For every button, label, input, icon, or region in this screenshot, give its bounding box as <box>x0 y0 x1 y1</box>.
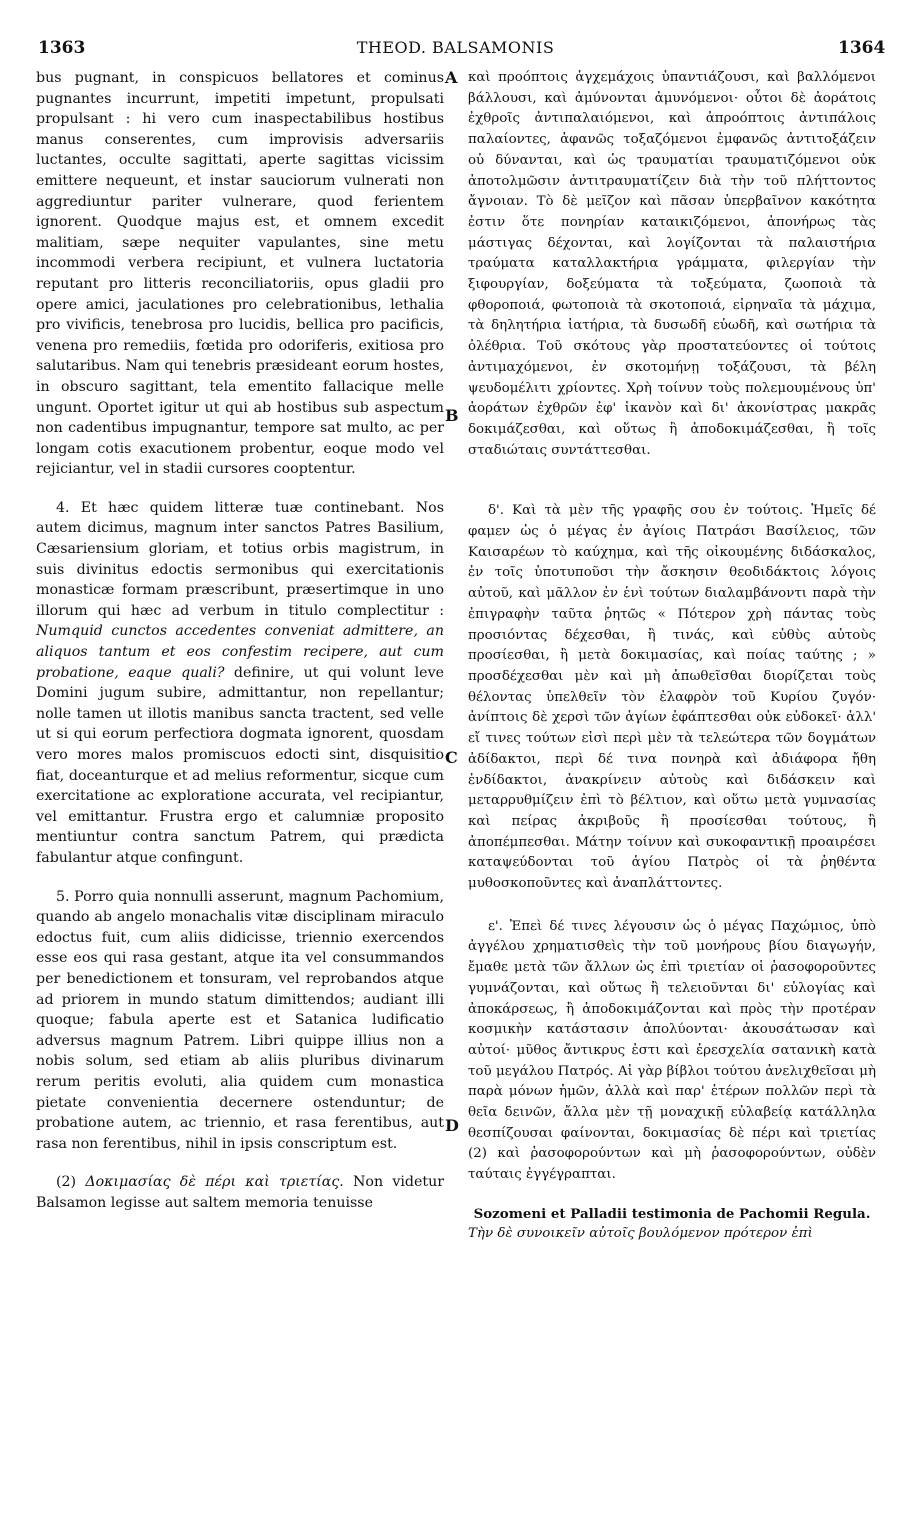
latin-paragraph-4-title: Numquid cunctos accedentes conveniat admittere, an aliquos tantum et eos confestim recipere, aut cum probatione, eaque quali? <box>36 623 444 681</box>
margin-marker-a: A <box>445 68 458 87</box>
latin-footnote-text: Non videtur Balsamon legisse aut saltem memoria tenuisse <box>36 1174 445 1211</box>
margin-marker-b: B <box>445 406 459 425</box>
page-number-left: 1363 <box>38 38 86 58</box>
greek-paragraph-1: καὶ προόπτοις ἀγχεμάχοις ὑπαντιάζουσι, καὶ βαλλόμενοι βάλλουσι, καὶ ἀμύνονται ἀμυνόμενοι· οὗτοι δὲ ἀοράτοις ἐχθροῖς ἀντιπαλαιόμενοι, καὶ ἀπροόπτοις ἀντιπάλοις παλαίοντες, ἀφανῶς τοξαζόμενοι ἐμφανῶς ἀντιτοξάζειν οὐ δύνανται, καὶ ὡς τραυματίαι τραυματιζόμενοι οὐκ ἀποτολμῶσιν ἀντιτραυματίζειν διὰ τὴν τοῦ πλήττοντος ἄγνοιαν. Τὸ δὲ μεῖζον καὶ πᾶσαν ὑπερβαῖνον κακότητα ἐστιν ὅτε πονηρίαν καταικιζόμενοι, ἀπονήρως τὰς μάστιγας δέχονται, καὶ λογίζονται τὰ παλαιστήρια τραύματα καταλλακτήρια γράμματα, φιλεργίαν τὴν ξιφουργίαν, δοξεύματα τὰ τοξεύματα, ζωοποιὰ τὰ φθοροποιά, φωτοποιὰ τὰ σκοτοποιά, εἰρηναῖα τὰ μάχιμα, τὰ δηλητήρια ἰατήρια, τὰ δυσωδῆ εὐωδῆ, καὶ σωτήρια τὰ ὀλέθρια. Τοῦ σκότους γὰρ προστατεύοντες οἱ τούτοις ἀντιμαχόμενοι, ἐν σκοτομήνῃ τοξάζουσι, τὰ βέλη ψευδομέλιτι χρίοντες. Χρὴ τοίνυν τοὺς πολεμουμένους ὑπ' ἀοράτων ἐχθρῶν ἐφ' ἱκανὸν καὶ δι' ἀκονίστρας μακρᾶς δοκιμάζεσθαι, καὶ οὕτως ἢ ἀποδοκιμάζεσθαι, ἢ τοῖς σταδιώταις συντάττεσθαι. <box>468 70 876 458</box>
latin-paragraph-4 <box>36 498 444 869</box>
page-number-right: 1364 <box>838 38 886 58</box>
latin-paragraph-4-text-a: 4. Et hæc quidem litteræ tuæ continebant. Nos autem dicimus, magnum inter sanctos Patres Basilium, Cæsariensium gloriam, et totius orbis magistrum, in suis divinitus edoctis sermonibus qui exercitationis monasticæ formam præscribunt, præsertimque in uno illorum qui hæc ad verbum in titulo complectitur : <box>36 499 444 619</box>
latin-footnote-quote: Δοκιμασίας δὲ πέρι καὶ τριετίας. <box>85 1174 344 1191</box>
greek-paragraph-4: δ'. Καὶ τὰ μὲν τῆς γραφῆς σου ἐν τούτοις. Ἡμεῖς δέ φαμεν ὡς ὁ μέγας ἐν ἁγίοις Πατράσι Βασίλειος, τῶν Καισαρέων τὸ καύχημα, καὶ τῆς οἰκουμένης διδάσκαλος, ἐν τοῖς ὑποτυποῦσι τὴν ἄσκησιν θεοδιδάκτοις λόγοις αὐτοῦ, καὶ μᾶλλον ἐν ἑνὶ τούτων διαλαμβάνοντι παρὰ τὴν ἐπιγραφὴν ταῦτα ῥητῶς « Πότερον χρὴ πάντας τοὺς προσιόντας δέχεσθαι, ἢ τινάς, καὶ εὐθὺς αὐτοὺς προσίεσθαι, ἢ μετὰ δοκιμασίας, καὶ ποίας ταύτης ; » προσδέχεσθαι μὲν καὶ μὴ ἀπωθεῖσθαι διορίζεται τοὺς θέλοντας ὑπελθεῖν τὸν ἐλαφρὸν τοῦ Κυρίου ζυγόν· ἀνίπτοις δὲ χερσὶ τῶν ἁγίων ἐφάπτεσθαι οὐκ εὐδοκεῖ· ἀλλ' εἴ τινες τούτων εἰσὶ περὶ μὲν τὰ τελεώτερα τῶν δογμάτων ἀδίδακτοι, περὶ δέ τινα πονηρὰ καὶ ἀδιάφορα ἤθη ἐνδίδακτοι, ἀνακρίνειν αὐτοὺς καὶ διδάσκειν καὶ μεταρρυθμίζειν ἐπὶ τὸ βέλτιον, καὶ οὕτω μετὰ γυμνασίας καὶ πείρας ἀκριβοῦς ἢ προσίεσθαι τούτους, ἢ ἀποπέμπεσθαι. Μάτην τοίνυν καὶ συκοφαντικῇ προαιρέσει καταψεύδονται τοῦ ἁγίου Πατρὸς οἱ τὰ ῥηθέντα μυθοσκοποῦντες καὶ ἀναπλάττοντες. <box>468 503 876 892</box>
greek-column <box>468 68 876 1245</box>
latin-paragraph-1: bus pugnant, in conspicuos bellatores et cominus pugnantes incurrunt, impetiti impetunt, propulsati propulsant : hi vero cum inaspectabilibus hostibus manus conserentes, cum improvisis adversariis luctantes, occulte sagittati, aperte sagittas vicissim emittere nequeunt, et instar sauciorum vulnerati non aggrediuntur pariter vulnerare, quod ferientem ignorent. Quodque majus est, et omnem excedit malitiam, sæpe nequiter vapulantes, sine metu incommodi verbera recipiunt, et vulnera luctatoria reputant pro litteris reconciliatoriis, opus gladii pro opere amici, jaculationes pro celebrationibus, lethalia pro vivificis, tenebrosa pro lucidis, bellica pro pacificis, venena pro remediis, fœtida pro odoriferis, exitiosa pro salutaribus. Nam qui tenebris præsideant eorum hostes, in obscuro sagittant, tela ementito fallacique melle ungunt. Oportet igitur ut qui ab hostibus sub aspectum non cadentibus impugnantur, tempore sat multo, ac per longam cotis exacutionem probentur, eoque modo vel rejiciantur, vel in stadii cursores cooptentur. <box>36 70 444 478</box>
latin-footnote-number: (2) <box>56 1174 86 1191</box>
greek-sidenote-heading: Sozomeni et Palladii testimonia de Pachomii Regula. <box>473 1205 871 1222</box>
latin-paragraph-5: 5. Porro quia nonnulli asserunt, magnum Pachomium, quando ab angelo monachalis vitæ disciplinam miraculo edoctus fuit, cum aliis didicisse, triennio exercendos esse eos qui rasa gestant, atque ita vel consummandos per benedictionem et tonsuram, vel reprobandos atque ad priorem in mundo statum dimittendos; audiant illi quoque; fabula aperte est et Satanica ludificatio adversus magnum Patrem. Libri quippe illius non a nobis solum, sed etiam ab aliis pluribus divinarum rerum peritis evoluti, alia quidem cum monastica pietate convenientia decernere ostenduntur; de probatione autem, ac triennio, et rasa ferentibus, aut rasa non ferentibus, nihil in ipsis conscriptum est. <box>36 888 444 1152</box>
latin-footnote <box>36 1172 444 1213</box>
latin-paragraph-4-text-b: definire, ut qui volunt leve Domini jugum subire, admittantur, non repellantur; nolle tamen ut illotis manibus sancta tractent, sed velle ut si qui eorum perfectiora dogmata ignorent, quosdam vero mores malos promiscuos edocti sint, disquisitio fiat, doceanturque et ad melius reformentur, sicque cum exercitatione ac exploratione accurata, vel recipiantur, vel emittantur. Frustra ergo et calumniæ proposito mentiuntur contra sanctum Patrem, qui prædicta fabulantur atque confingunt. <box>36 664 444 866</box>
margin-marker-d: D <box>445 1116 459 1135</box>
greek-sidenote-text: Τὴν δὲ συνοικεῖν αὐτοῖς βουλόμενον πρότερον ἐπὶ <box>468 1226 813 1242</box>
page-header <box>0 38 911 64</box>
margin-marker-c: C <box>445 748 458 767</box>
running-title: THEOD. BALSAMONIS <box>356 38 555 57</box>
greek-paragraph-5: ε'. Ἐπεὶ δέ τινες λέγουσιν ὡς ὁ μέγας Παχώμιος, ὑπὸ ἀγγέλου χρηματισθεὶς τὴν τοῦ μονήρους βίου διαγωγήν, ἔμαθε μετὰ τῶν ἄλλων ὡς ἐπὶ τριετίαν οἱ ῥασοφοροῦντες γυμνάζονται, καὶ οὕτως ἢ τελειοῦνται δι' εὐλογίας καὶ ἀποκάρσεως, ἢ ἀποδοκιμάζονται καὶ πρὸς τὴν προτέραν κοσμικὴν κατάστασιν ἀπολύονται· ἀκουσάτωσαν καὶ αὐτοί· μῦθος ἄντικρυς ἐστι καὶ ἐρεσχελία σατανικὴ κατὰ τοῦ μεγάλου Πατρός. Αἱ γὰρ βίβλοι τούτου ἀνελιχθεῖσαι μὴ παρὰ μόνων ἡμῶν, ἀλλὰ καὶ παρ' ἑτέρων πολλῶν περὶ τὰ θεῖα δεινῶν, ἄλλα μὲν τῇ μοναχικῇ εὐλαβείᾳ κατάλληλα θεσπίζουσαι φαίνονται, δοκιμασίας δὲ πέρι καὶ τριετίας (2) καὶ ῥασοφορούντων καὶ μὴ ῥασοφορούντων, οὐδὲν ταύταις ἐγγέγραπται. <box>468 918 876 1183</box>
latin-column <box>36 68 444 1213</box>
